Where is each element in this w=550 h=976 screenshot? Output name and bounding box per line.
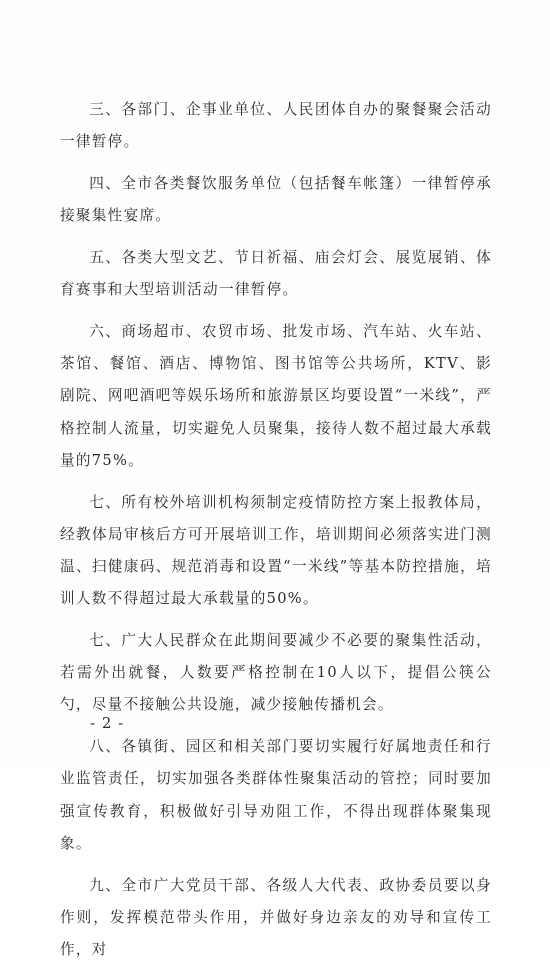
paragraph-3: 三、各部门、企事业单位、人民团体自办的聚餐聚会活动一律暂停。	[60, 101, 492, 151]
paragraph-7-public: 七、广大人民群众在此期间要减少不必要的聚集性活动，若需外出就餐，人数要严格控制在10人以下，提倡公筷公勺，尽量不接触公共设施，减少接触传播机会。	[60, 632, 492, 714]
paragraph-8: 八、各镇街、园区和相关部门要切实履行好属地责任和行业监管责任，切实加强各类群体性聚集活动的管控；同时要加强宣传教育，积极做好引导劝阻工作，不得出现群体聚集现象。	[60, 738, 492, 852]
paragraph-9: 九、全市广大党员干部、各级人大代表、政协委员要以身作则，发挥模范带头作用，并做好身边亲友的劝导和宣传工作，对	[60, 876, 492, 959]
page-number: - 2 -	[90, 714, 125, 732]
document-body	[60, 94, 492, 976]
paragraph-5: 五、各类大型文艺、节日祈福、庙会灯会、展览展销、体育赛事和大型培训活动一律暂停。	[60, 249, 492, 299]
paragraph-7-training: 七、所有校外培训机构须制定疫情防控方案上报教体局，经教体局审核后方可开展培训工作，培训期间必须落实进门测温、扫健康码、规范消毒和设置“一米线”等基本防控措施，培训人数不得超过最大承载量的50%。	[60, 493, 492, 608]
paragraph-4: 四、全市各类餐饮服务单位（包括餐车帐篷）一律暂停承接聚集性宴席。	[60, 175, 492, 225]
paragraph-6: 六、商场超市、农贸市场、批发市场、汽车站、火车站、茶馆、餐馆、酒店、博物馆、图书馆等公共场所，KTV、影剧院、网吧酒吧等娱乐场所和旅游景区均要设置“一米线”，严格控制人流量，切实避免人员聚集，接待人数不超过最大承载量的75%。	[60, 323, 492, 469]
